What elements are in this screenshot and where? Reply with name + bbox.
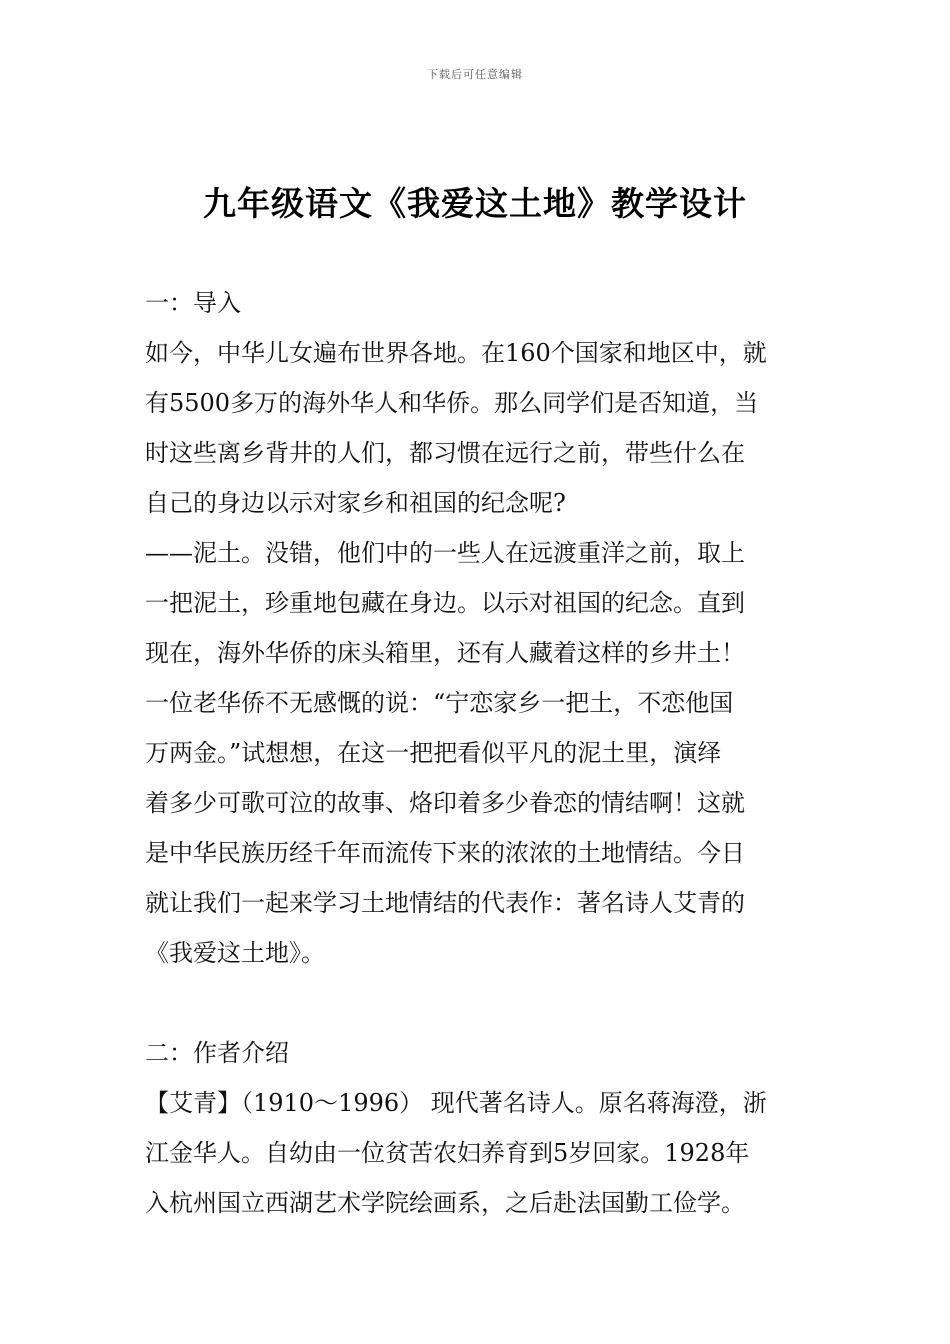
page-header-note: 下载后可任意编辑 bbox=[427, 68, 523, 81]
paragraph-line: 就让我们一起来学习土地情结的代表作：著名诗人艾青的 bbox=[145, 889, 745, 917]
paragraph-line: 现在，海外华侨的床头箱里，还有人藏着这样的乡井土！ bbox=[145, 639, 745, 667]
document-title: 九年级语文《我爱这土地》教学设计 bbox=[203, 184, 747, 223]
paragraph-line: 【艾青】（1910～1996） 现代著名诗人。原名蒋海澄，浙 bbox=[145, 1089, 767, 1117]
paragraph-line: 一位老华侨不无感慨的说：“宁恋家乡一把土，不恋他国 bbox=[145, 689, 734, 717]
paragraph-line: ——泥土。没错，他们中的一些人在远渡重洋之前，取上 bbox=[145, 539, 745, 567]
paragraph-line: 万两金。”试想想，在这一把把看似平凡的泥土里，演绎 bbox=[145, 739, 722, 767]
paragraph-line: 江金华人。自幼由一位贫苦农妇养育到5岁回家。1928年 bbox=[145, 1139, 750, 1167]
paragraph-line: 时这些离乡背井的人们，都习惯在远行之前，带些什么在 bbox=[145, 439, 745, 467]
paragraph-line: 如今，中华儿女遍布世界各地。在160个国家和地区中，就 bbox=[145, 339, 767, 367]
section-heading-author: 二：作者介绍 bbox=[145, 1039, 289, 1067]
paragraph-line: 入杭州国立西湖艺术学院绘画系，之后赴法国勤工俭学。 bbox=[145, 1189, 745, 1217]
paragraph-line: 着多少可歌可泣的故事、烙印着多少眷恋的情结啊！这就 bbox=[145, 789, 745, 817]
paragraph-line: 有5500多万的海外华人和华侨。那么同学们是否知道，当 bbox=[145, 389, 759, 417]
section-heading-intro: 一：导入 bbox=[145, 289, 241, 317]
paragraph-line: 是中华民族历经千年而流传下来的浓浓的土地情结。今日 bbox=[145, 839, 745, 867]
paragraph-line: 一把泥土，珍重地包藏在身边。以示对祖国的纪念。直到 bbox=[145, 589, 745, 617]
paragraph-line: 自己的身边以示对家乡和祖国的纪念呢? bbox=[145, 489, 566, 517]
document-body bbox=[145, 278, 825, 1228]
paragraph-line: 《我爱这土地》。 bbox=[145, 939, 325, 967]
section-spacer bbox=[145, 978, 825, 1028]
